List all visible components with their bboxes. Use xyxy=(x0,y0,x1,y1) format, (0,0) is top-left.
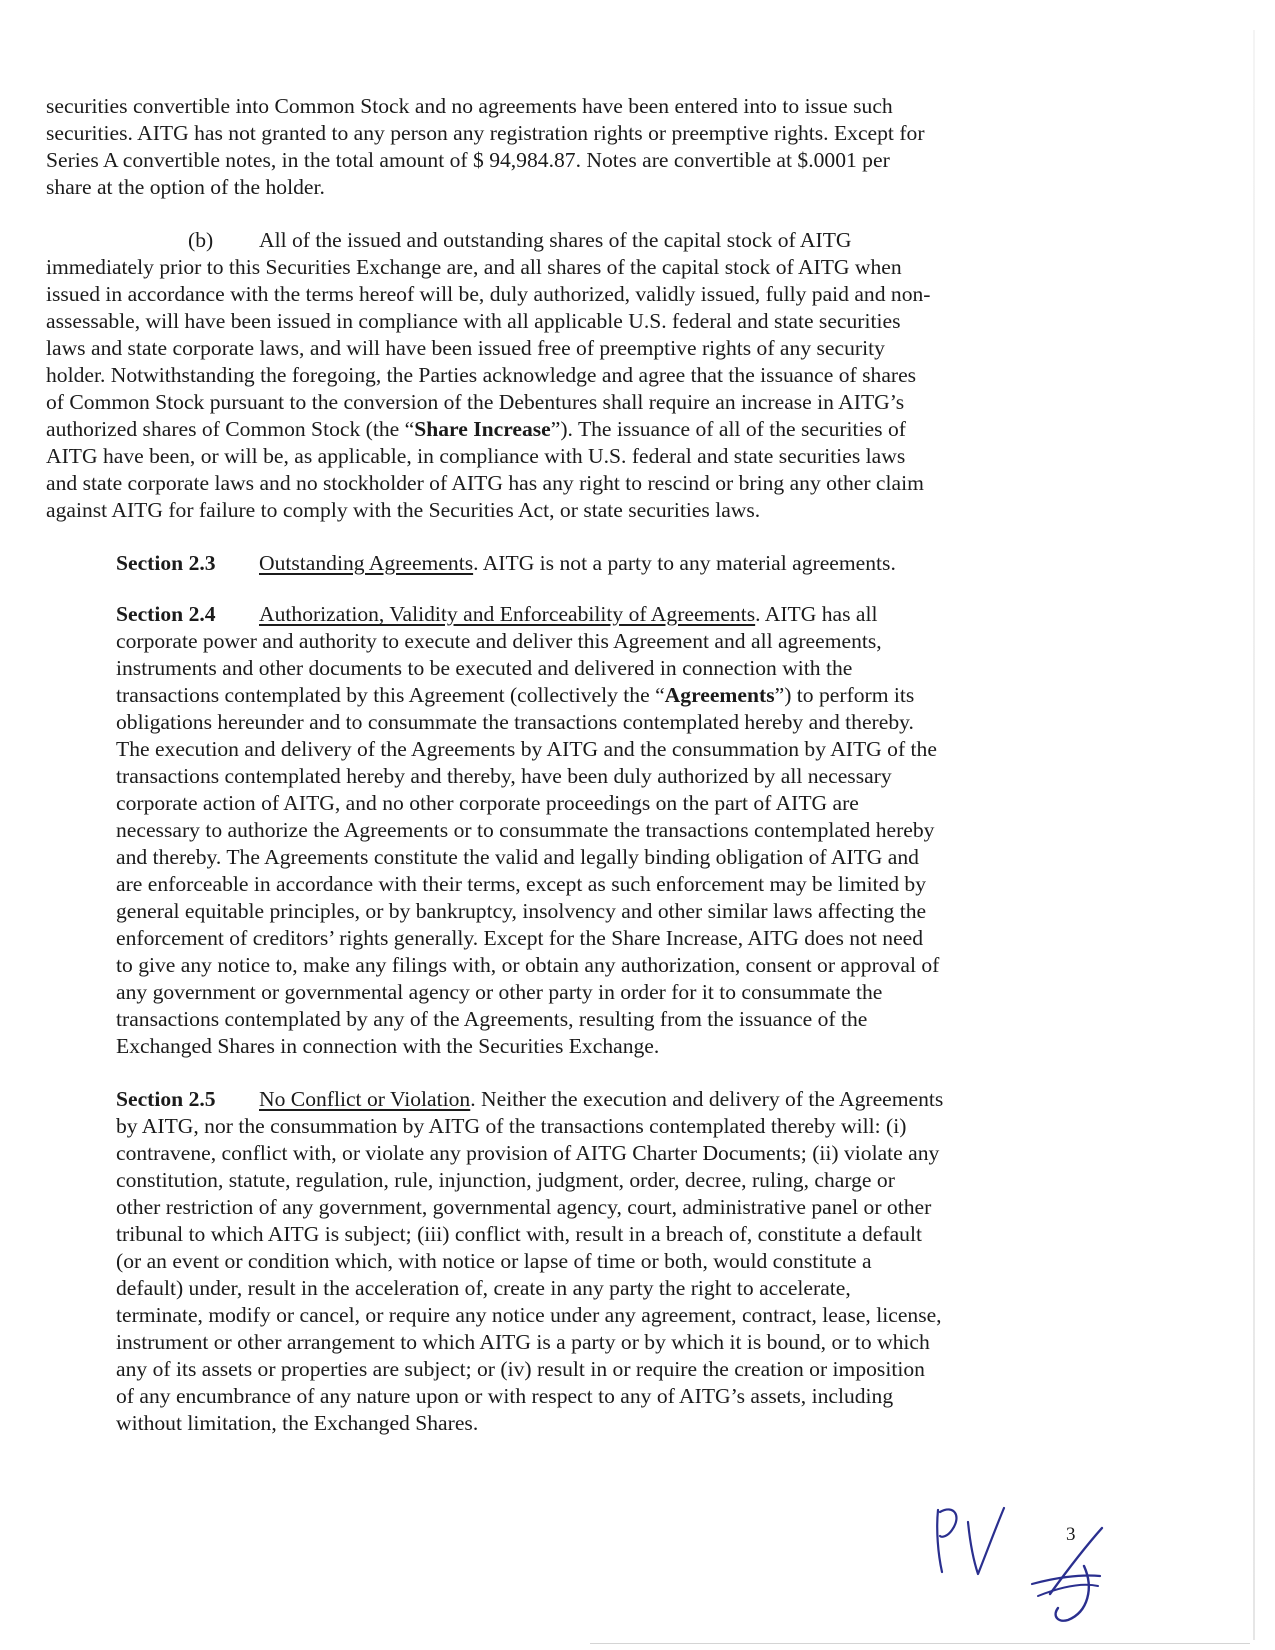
page-edge-right xyxy=(1253,30,1255,1640)
text-line: transactions contemplated by any of the Agreements, resulting from the issuance of the xyxy=(116,1007,868,1031)
text-line: contravene, conflict with, or violate any provision of AITG Charter Documents; (ii) violate any xyxy=(116,1141,940,1165)
initials-pv-signature xyxy=(932,1502,1018,1586)
text-line: tribunal to which AITG is subject; (iii) conflict with, result in a breach of, constitute a default xyxy=(116,1222,922,1246)
text-line: instruments and other documents to be executed and delivered in connection with the xyxy=(116,656,853,680)
text-line: constitution, statute, regulation, rule, injunction, judgment, order, decree, ruling, charge or xyxy=(116,1168,895,1192)
text-line: against AITG for failure to comply with the Securities Act, or state securities laws. xyxy=(46,498,761,522)
text-line: instrument or other arrangement to which AITG is a party or by which it is bound, or to which xyxy=(116,1330,930,1354)
text-line: any of its assets or properties are subject; or (iv) result in or require the creation or imposition xyxy=(116,1357,925,1381)
section-label: Section 2.3 xyxy=(116,551,216,575)
text-run: . Neither the execution and delivery of the Agreements xyxy=(470,1087,944,1111)
text-line: securities convertible into Common Stock and no agreements have been entered into to issue such xyxy=(46,94,893,118)
paragraph-marker: (b) xyxy=(188,228,214,252)
text-line: holder. Notwithstanding the foregoing, the Parties acknowledge and agree that the issuance of shares xyxy=(46,363,917,387)
section-heading: Authorization, Validity and Enforceability of Agreements xyxy=(259,602,756,626)
text-line: general equitable principles, or by bankruptcy, insolvency and other similar laws affecting the xyxy=(116,899,927,923)
text-line xyxy=(259,600,877,628)
initials-signature-mark xyxy=(1028,1526,1114,1624)
text-line: obligations hereunder and to consummate the transactions contemplated hereby and thereby. xyxy=(116,710,914,734)
text-line: Exchanged Shares in connection with the Securities Exchange. xyxy=(116,1034,660,1058)
text-line: other restriction of any government, governmental agency, court, administrative panel or other xyxy=(116,1195,932,1219)
section-label: Section 2.4 xyxy=(116,602,216,626)
text-line: any government or governmental agency or other party in order for it to consummate the xyxy=(116,980,883,1004)
text-line: issued in accordance with the terms hereof will be, duly authorized, validly issued, fully paid and non- xyxy=(46,282,931,306)
text-line: corporate power and authority to execute and deliver this Agreement and all agreements, xyxy=(116,629,882,653)
text-line: immediately prior to this Securities Exchange are, and all shares of the capital stock of AITG when xyxy=(46,255,902,279)
text-line: assessable, will have been issued in compliance with all applicable U.S. federal and state securities xyxy=(46,309,901,333)
text-run: transactions contemplated by this Agreement (collectively the “ xyxy=(116,683,665,707)
text-line: are enforceable in accordance with their terms, except as such enforcement may be limited by xyxy=(116,872,926,896)
text-line: All of the issued and outstanding shares of the capital stock of AITG xyxy=(259,228,852,252)
text-line: corporate action of AITG, and no other corporate proceedings on the part of AITG are xyxy=(116,791,859,815)
section-heading: No Conflict or Violation xyxy=(259,1087,471,1111)
text-line: to give any notice to, make any filings with, or obtain any authorization, consent or approval of xyxy=(116,953,940,977)
text-line: securities. AITG has not granted to any person any registration rights or preemptive rights. Except for xyxy=(46,121,925,145)
text-run: authorized shares of Common Stock (the “ xyxy=(46,417,415,441)
text-line xyxy=(46,415,906,443)
defined-term-agreements: Agreements xyxy=(664,683,775,707)
text-line: and state corporate laws and no stockholder of AITG has any right to rescind or bring any other claim xyxy=(46,471,924,495)
text-line: of any encumbrance of any nature upon or with respect to any of AITG’s assets, including xyxy=(116,1384,894,1408)
section-heading: Outstanding Agreements xyxy=(259,551,474,575)
text-line: default) under, result in the acceleration of, create in any party the right to accelerate, xyxy=(116,1276,851,1300)
text-line: and thereby. The Agreements constitute the valid and legally binding obligation of AITG and xyxy=(116,845,919,869)
text-line: (or an event or condition which, with notice or lapse of time or both, would constitute a xyxy=(116,1249,872,1273)
text-line xyxy=(259,549,896,577)
text-line: necessary to authorize the Agreements or to consummate the transactions contemplated hereby xyxy=(116,818,935,842)
text-run: . AITG is not a party to any material agreements. xyxy=(473,551,896,575)
text-line xyxy=(259,1085,943,1113)
text-run: ”) to perform its xyxy=(774,683,915,707)
text-line: enforcement of creditors’ rights generally. Except for the Share Increase, AITG does not need xyxy=(116,926,924,950)
page-edge-bottom xyxy=(590,1643,1250,1644)
text-line: share at the option of the holder. xyxy=(46,175,325,199)
page-number: 3 xyxy=(1066,1524,1076,1545)
text-line: laws and state corporate laws, and will have been issued free of preemptive rights of any security xyxy=(46,336,885,360)
text-run: . AITG has all xyxy=(755,602,878,626)
text-line: AITG have been, or will be, as applicable, in compliance with U.S. federal and state securities laws xyxy=(46,444,906,468)
text-line: Series A convertible notes, in the total amount of $ 94,984.87. Notes are convertible at $.0001 per xyxy=(46,148,890,172)
text-line xyxy=(116,681,914,709)
section-label: Section 2.5 xyxy=(116,1087,216,1111)
text-line: by AITG, nor the consummation by AITG of the transactions contemplated thereby will: (i) xyxy=(116,1114,907,1138)
text-line: of Common Stock pursuant to the conversion of the Debentures shall require an increase in AITG’s xyxy=(46,390,905,414)
text-line: terminate, modify or cancel, or require any notice under any agreement, contract, lease, license, xyxy=(116,1303,942,1327)
text-line: transactions contemplated hereby and thereby, have been duly authorized by all necessary xyxy=(116,764,892,788)
text-run: ”). The issuance of all of the securities of xyxy=(550,417,906,441)
text-line: The execution and delivery of the Agreements by AITG and the consummation by AITG of the xyxy=(116,737,937,761)
defined-term-share-increase: Share Increase xyxy=(414,417,551,441)
text-line: without limitation, the Exchanged Shares. xyxy=(116,1411,479,1435)
